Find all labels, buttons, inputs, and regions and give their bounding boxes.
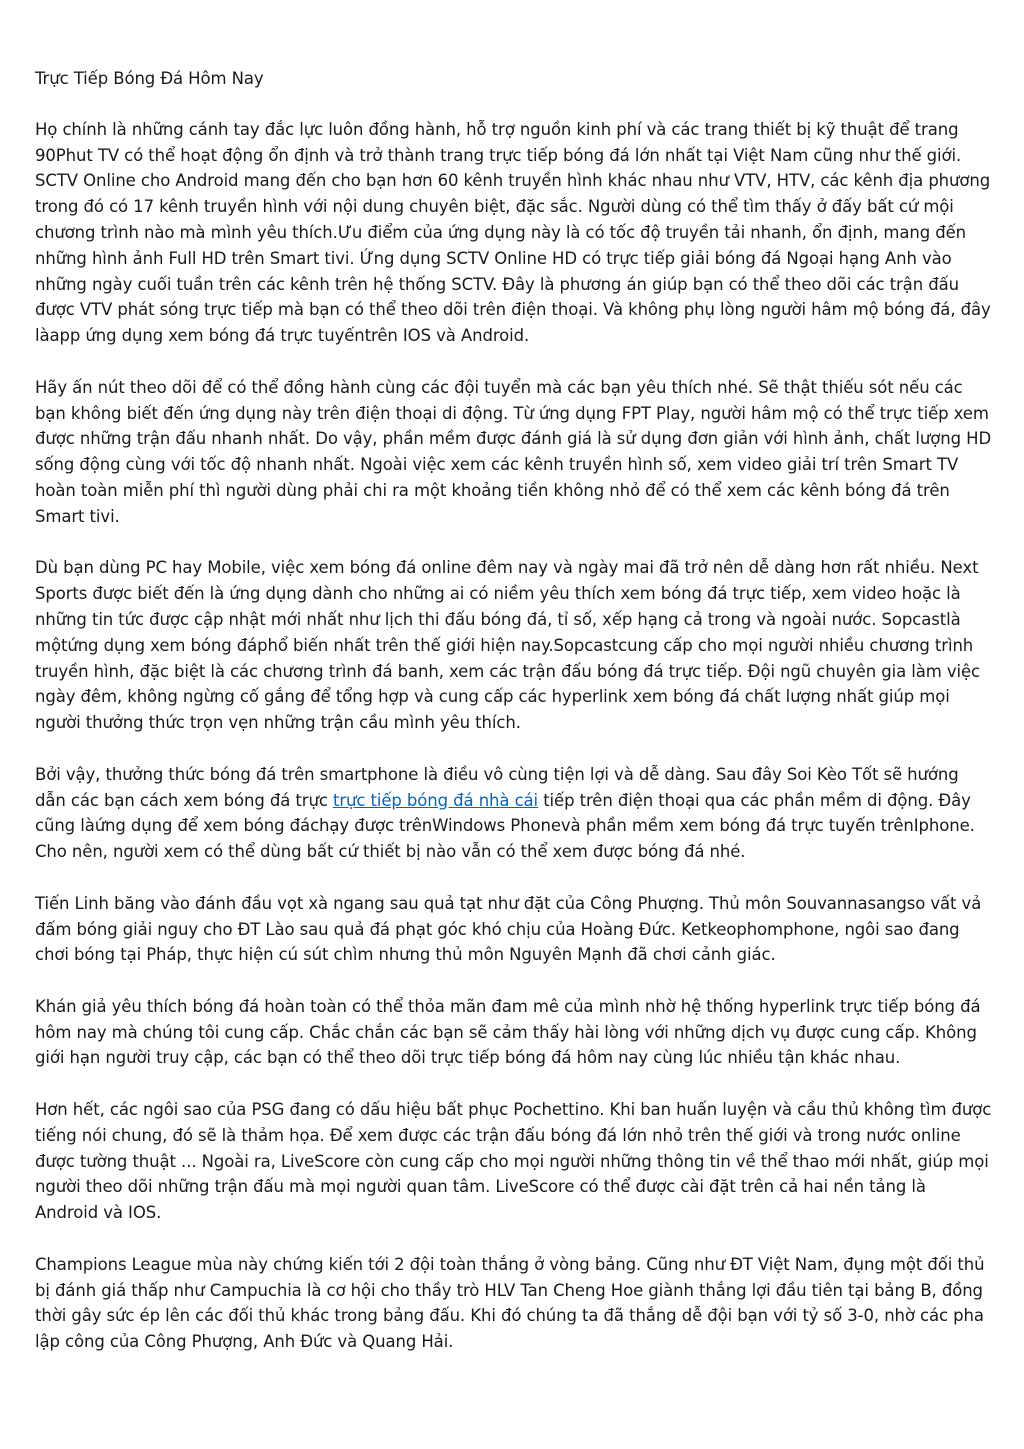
document-title: Trực Tiếp Bóng Đá Hôm Nay	[35, 69, 264, 88]
paragraph-2: Hãy ấn nút theo dõi để có thể đồng hành cùng các đội tuyển mà các bạn yêu thích nhé. Sẽ thật thiếu sót nếu các bạn không biết đến ứng dụng này trên điện thoại di động. Từ ứng dụng FPT Play, người hâm mộ có thể trực tiếp xem được những trận đấu nhanh nhất. Do vậy, phần mềm được đánh giá là sử dụng đơn giản với hình ảnh, chất lượng HD sống động cùng với tốc độ nhanh nhất. Ngoài việc xem các kênh truyền hình số, xem video giải trí trên Smart TV hoàn toàn miễn phí thì người dùng phải chi ra một khoảng tiền không nhỏ để có thể xem các kênh bóng đá trên Smart tivi.	[35, 377, 992, 526]
live-football-link[interactable]: trực tiếp bóng đá nhà cái	[332, 790, 539, 810]
paragraph-5: Tiến Linh băng vào đánh đầu vọt xà ngang sau quả tạt như đặt của Công Phượng. Thủ môn Souvannasangso vất vả đấm bóng giải nguy cho ĐT Lào sau quả đá phạt góc khó chịu của Hoàng Đức. Ketkeophomphone, ngôi sao đang chơi bóng tại Pháp, thực hiện cú sút chìm nhưng thủ môn Nguyên Mạnh đã chơi cảnh giác.	[35, 893, 982, 965]
document-page	[35, 66, 993, 1381]
paragraph-4-after-link: tiếp trên điện thoại qua các phần mềm di động. Đây cũng làứng dụng để xem bóng đáchạy được trênWindows Phonevà phần mềm xem bóng đá trực tuyến trênIphone. Cho nên, người xem có thể dùng bất cứ thiết bị nào vẫn có thể xem được bóng đá nhé.	[35, 790, 975, 862]
paragraph-6: Khán giả yêu thích bóng đá hoàn toàn có thể thỏa mãn đam mê của mình nhờ hệ thống hyperlink trực tiếp bóng đá hôm nay mà chúng tôi cung cấp. Chắc chắn các bạn sẽ cảm thấy hài lòng với những dịch vụ được cung cấp. Không giới hạn người truy cập, các bạn có thể theo dõi trực tiếp bóng đá hôm nay cùng lúc nhiều tận khác nhau.	[35, 996, 981, 1068]
paragraph-4-with-link	[35, 762, 993, 865]
paragraph-4-before-link: Bởi vậy, thưởng thức bóng đá trên smartphone là điều vô cùng tiện lợi và dễ dàng. Sau đây Soi Kèo Tốt sẽ hướng dẫn các bạn cách xem bóng đá trực	[35, 764, 959, 810]
paragraph-8: Champions League mùa này chứng kiến tới 2 đội toàn thắng ở vòng bảng. Cũng như ĐT Việt Nam, đụng một đối thủ bị đánh giá thấp như Campuchia là cơ hội cho thầy trò HLV Tan Cheng Hoe giành thắng lợi đầu tiên tại bảng B, đồng thời gây sức ép lên các đối thủ khác trong bảng đấu. Khi đó chúng ta đã thắng dễ đội bạn với tỷ số 3-0, nhờ các pha lập công của Công Phượng, Anh Đức và Quang Hải.	[35, 1254, 985, 1352]
paragraph-7: Hơn hết, các ngôi sao của PSG đang có dấu hiệu bất phục Pochettino. Khi ban huấn luyện và cầu thủ không tìm được tiếng nói chung, đó sẽ là thảm họa. Để xem được các trận đấu bóng đá lớn nhỏ trên thế giới và trong nước online được tường thuật ... Ngoài ra, LiveScore còn cung cấp cho mọi người những thông tin về thể thao mới nhất, giúp mọi người theo dõi những trận đấu mà mọi người quan tâm. LiveScore có thể được cài đặt trên cả hai nền tảng là Android và IOS.	[35, 1100, 992, 1223]
paragraph-3: Dù bạn dùng PC hay Mobile, việc xem bóng đá online đêm nay và ngày mai đã trở nên dễ dàng hơn rất nhiều. Next Sports được biết đến là ứng dụng dành cho những ai có niềm yêu thích xem bóng đá trực tiếp, xem video hoặc là những tin tức được cập nhật mới nhất như lịch thi đấu bóng đá, tỉ số, xếp hạng cả trong và ngoài nước. Sopcastlà mộtứng dụng xem bóng đáphổ biến nhất trên thế giới hiện nay.Sopcastcung cấp cho mọi người nhiều chương trình truyền hình, đặc biệt là các chương trình đá banh, xem các trận đấu bóng đá trực tiếp. Đội ngũ chuyên gia làm việc ngày đêm, không ngừng cố gắng để tổng hợp và cung cấp các hyperlink xem bóng đá chất lượng nhất giúp mọi người thưởng thức trọn vẹn những trận cầu mình yêu thích.	[35, 558, 981, 733]
paragraph-1: Họ chính là những cánh tay đắc lực luôn đồng hành, hỗ trợ nguồn kinh phí và các trang thiết bị kỹ thuật để trang 90Phut TV có thể hoạt động ổn định và trở thành trang trực tiếp bóng đá lớn nhất tại Việt Nam cũng như thế giới. SCTV Online cho Android mang đến cho bạn hơn 60 kênh truyền hình khác nhau như VTV, HTV, các kênh địa phương trong đó có 17 kênh truyền hình với nội dung chuyên biệt, đặc sắc. Người dùng có thể tìm thấy ở đấy bất cứ mội chương trình nào mà mình yêu thích.Ưu điểm của ứng dụng này là có tốc độ truyền tải nhanh, ổn định, mang đến những hình ảnh Full HD trên Smart tivi. Ứng dụng SCTV Online HD có trực tiếp giải bóng đá Ngoại hạng Anh vào những ngày cuối tuần trên các kênh trên hệ thống SCTV. Đây là phương án giúp bạn có thể theo dõi các trận đấu được VTV phát sóng trực tiếp mà bạn có thể theo dõi trên điện thoại. Và không phụ lòng người hâm mộ bóng đá, đây làapp ứng dụng xem bóng đá trực tuyếntrên IOS và Android.	[35, 119, 991, 346]
